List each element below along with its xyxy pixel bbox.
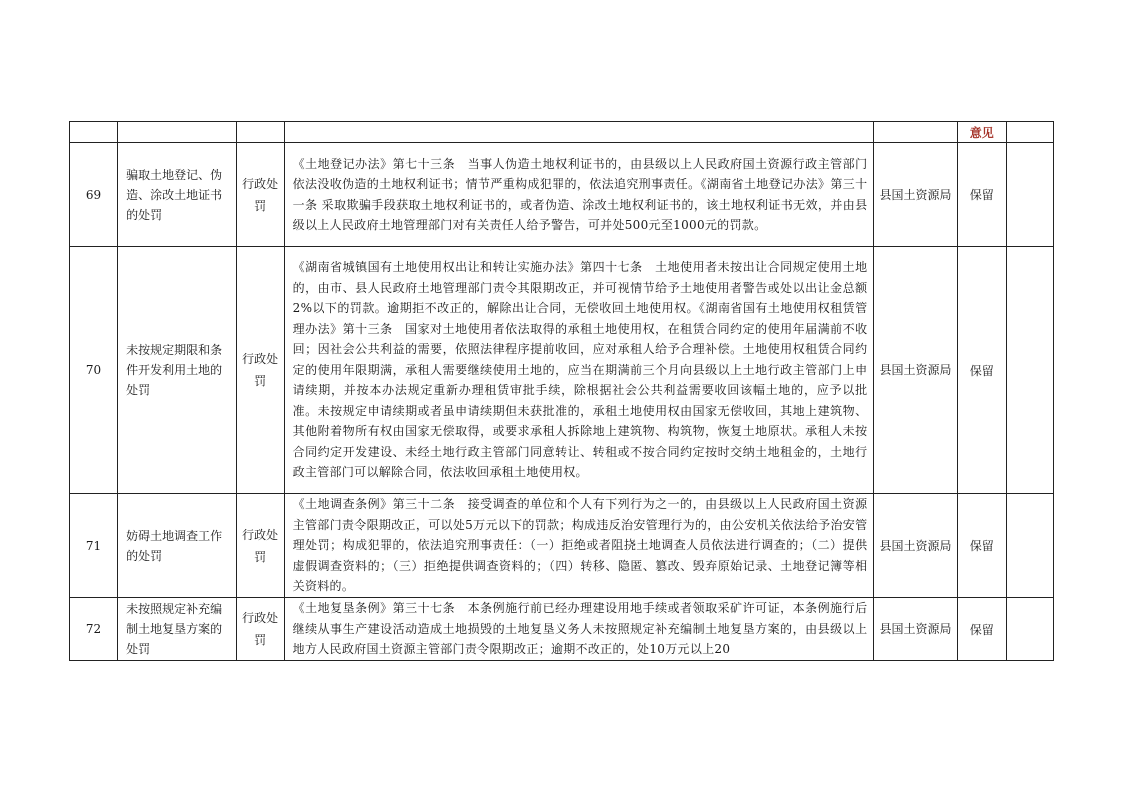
row-extra-cell: [1006, 247, 1053, 494]
row-extra-cell: [1006, 598, 1053, 661]
row-legal-basis: 《土地调查条例》第三十二条 接受调查的单位和个人有下列行为之一的，由县级以上人民政府国土资源主管部门责令限期改正，可以处5万元以下的罚款；构成违反治安管理行为的，由公安机关依法给予治安管理处罚；构成犯罪的，依法追究刑事责任：（一）拒绝或者阻挠土地调查人员依法进行调查的；（二）提供虚假调查资料的；（三）拒绝提供调查资料的；（四）转移、隐匿、篡改、毁弃原始记录、土地登记簿等相关资料的。: [284, 494, 874, 598]
row-number: 72: [70, 598, 118, 661]
row-opinion: 保留: [957, 598, 1006, 661]
row-legal-basis: 《土地登记办法》第七十三条 当事人伪造土地权利证书的，由县级以上人民政府国土资源行政主管部门依法没收伪造的土地权利证书；情节严重构成犯罪的，依法追究刑事责任。《湖南省土地登记办法》第三十一条 采取欺骗手段获取土地权利证书的，或者伪造、涂改土地权利证书的，该土地权利证书无效，并由县级以上人民政府土地管理部门对有关责任人给予警告，可并处500元至1000元的罚款。: [284, 143, 874, 247]
row-legal-basis: 《湖南省城镇国有土地使用权出让和转让实施办法》第四十七条 土地使用者未按出让合同规定使用土地的，由市、县人民政府土地管理部门责令其限期改正，并可视情节给予土地使用者警告或处以出让金总额 2%以下的罚款。逾期拒不改正的，解除出让合同，无偿收回土地使用权。《湖南省国有土地使用权租赁管理办法》第十三条 国家对土地使用者依法取得的承租土地使用权，在租赁合同约定的使用年届满前不收回；因社会公共利益的需要，依照法律程序提前收回，应对承租人给予合理补偿。土地使用权租赁合同约定的使用年限期满，承租人需要继续使用土地的，应当在期满前三个月向县级以上土地行政主管部门上申请续期，并按本办法规定重新办理租赁审批手续，除根据社会公共利益需要收回该幅土地的，应予以批准。未按规定申请续期或者虽申请续期但未获批准的，承租土地使用权由国家无偿收回，其地上建筑物、其他附着物所有权由国家无偿取得，或要求承租人拆除地上建筑物、构筑物，恢复土地原状。承租人未按合同约定开发建设、未经土地行政主管部门同意转让、转租或不按合同约定按时交纳土地租金的，土地行政主管部门可以解除合同，依法收回承租土地使用权。: [284, 247, 874, 494]
header-opinion-label: 意见: [957, 122, 1006, 143]
table-row: [70, 598, 1054, 661]
table-row: [70, 494, 1054, 598]
row-item-name: 未按规定期限和条件开发利用土地的处罚: [118, 247, 236, 494]
row-department: 县国土资源局: [874, 494, 957, 598]
row-department: 县国土资源局: [874, 143, 957, 247]
row-legal-basis-cell: [284, 598, 874, 661]
row-opinion: 保留: [957, 494, 1006, 598]
header-cell-item: [118, 122, 236, 143]
table-row: [70, 247, 1054, 494]
row-department: 县国土资源局: [874, 247, 957, 494]
row-item-name: 妨碍土地调查工作的处罚: [118, 494, 236, 598]
header-cell-basis: [284, 122, 874, 143]
row-extra-cell: [1006, 494, 1053, 598]
row-opinion: 保留: [957, 143, 1006, 247]
table-header-row: [70, 122, 1054, 143]
table-row: [70, 143, 1054, 247]
row-number: 71: [70, 494, 118, 598]
header-cell-dept: [874, 122, 957, 143]
row-number: 69: [70, 143, 118, 247]
row-opinion: 保留: [957, 247, 1006, 494]
row-item-name: 未按照规定补充编制土地复垦方案的处罚: [118, 598, 236, 661]
header-cell-extra: [1006, 122, 1053, 143]
row-number: 70: [70, 247, 118, 494]
row-type: 行政处罚: [236, 598, 284, 661]
header-cell-type: [236, 122, 284, 143]
row-legal-basis: 《土地复垦条例》第三十七条 本条例施行前已经办理建设用地手续或者领取采矿许可证，本条例施行后继续从事生产建设活动造成土地损毁的土地复垦义务人未按照规定补充编制土地复垦方案的，由县级以上地方人民政府国土资源主管部门责令限期改正；逾期不改正的，处10万元以上20: [292, 601, 868, 657]
row-type: 行政处罚: [236, 494, 284, 598]
row-item-name: 骗取土地登记、伪造、涂改土地证书的处罚: [118, 143, 236, 247]
row-department: 县国土资源局: [874, 598, 957, 661]
row-type: 行政处罚: [236, 143, 284, 247]
row-type: 行政处罚: [236, 247, 284, 494]
document-table: [69, 121, 1054, 661]
row-extra-cell: [1006, 143, 1053, 247]
header-cell-no: [70, 122, 118, 143]
